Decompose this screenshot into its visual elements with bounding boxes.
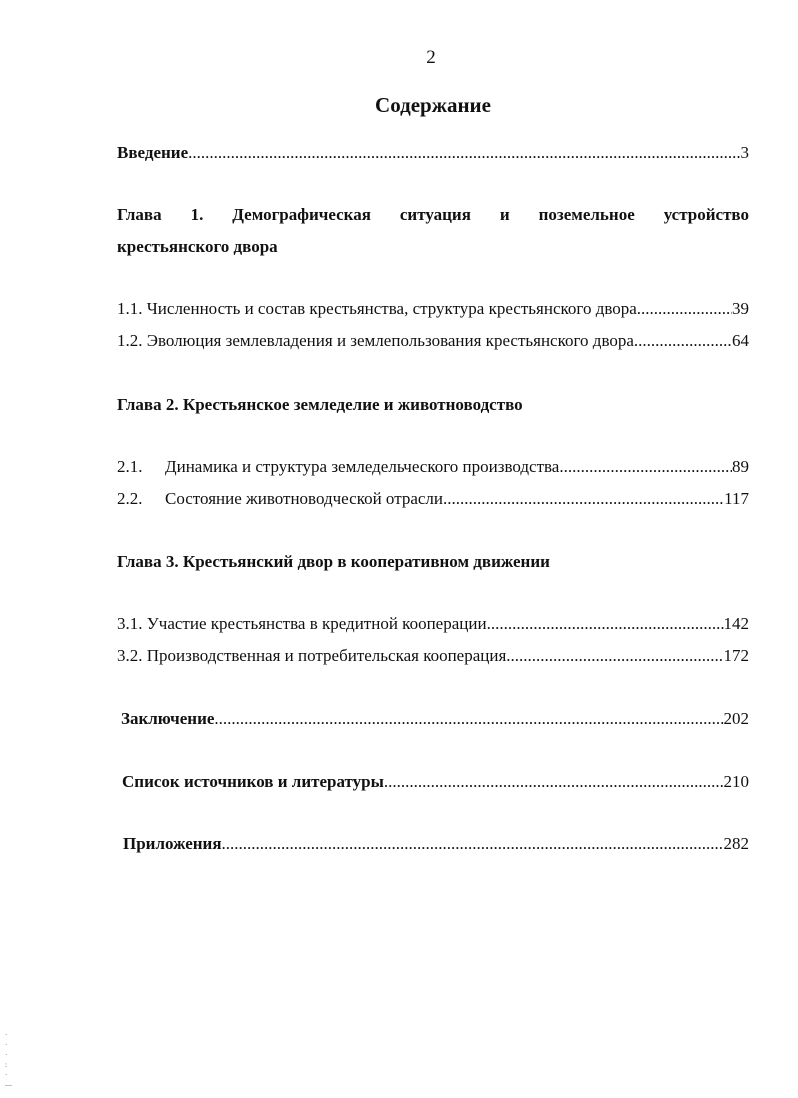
toc-entry-label: Приложения — [123, 834, 222, 853]
toc-entry-label: 3.1. Участие крестьянства в кредитной кооперации — [117, 614, 487, 633]
toc-entry-page: 202 — [723, 709, 749, 728]
toc-entry-label: Заключение — [121, 709, 215, 728]
toc-entry-3-1[interactable] — [117, 614, 749, 634]
toc-entry-page: 117 — [724, 489, 749, 508]
chapter-1-title-line2: крестьянского двора — [117, 237, 278, 256]
toc-entry-page: 89 — [732, 457, 749, 476]
toc-entry-3-2[interactable] — [117, 646, 749, 666]
toc-entry-page: 282 — [723, 834, 749, 853]
toc-entry-page: 210 — [723, 772, 749, 791]
dot-leader — [506, 646, 723, 666]
toc-entry-page: 64 — [732, 331, 749, 350]
toc-entry-label: 3.2. Производственная и потребительская кооперация — [117, 646, 507, 665]
toc-entry-intro[interactable] — [117, 143, 749, 163]
toc-entry-1-2[interactable] — [117, 331, 749, 351]
toc-entry-label: 1.1. Численность и состав крестьянства, структура крестьянского двора — [117, 299, 637, 318]
dot-leader — [637, 299, 732, 319]
toc-entry-2-2[interactable] — [117, 489, 749, 509]
section-number: 2.1. — [117, 457, 143, 476]
section-title: Динамика и структура земледельческого производства — [165, 457, 560, 476]
toc-title: Содержание — [375, 93, 491, 117]
toc-entry-1-1[interactable] — [117, 299, 749, 319]
dot-leader — [443, 489, 724, 509]
toc-entry-label — [117, 489, 443, 509]
chapter-3-title: Глава 3. Крестьянский двор в кооперативном движении — [117, 552, 550, 571]
toc-entry-page: 172 — [723, 646, 749, 665]
chapter-1-title-line1: Глава 1. Демографическая ситуация и поземельное устройство — [117, 205, 749, 224]
scan-margin-marks: · · · : · — — [5, 1031, 12, 1089]
dot-leader — [559, 457, 732, 477]
section-title: Состояние животноводческой отрасли — [165, 489, 444, 508]
toc-entry-sources[interactable] — [122, 772, 749, 792]
chapter-2-title: Глава 2. Крестьянское земледелие и животноводство — [117, 395, 523, 414]
dot-leader — [188, 143, 740, 163]
toc-entry-label: Список источников и литературы — [122, 772, 384, 791]
toc-entry-page: 142 — [723, 614, 749, 633]
toc-entry-conclusion[interactable] — [121, 709, 749, 729]
toc-entry-2-1[interactable] — [117, 457, 749, 477]
page-number: 2 — [426, 47, 436, 68]
dot-leader — [214, 709, 723, 729]
toc-entry-page: 3 — [740, 143, 749, 162]
toc-entry-label: Введение — [117, 143, 189, 162]
toc-entry-page: 39 — [732, 299, 749, 318]
dot-leader — [487, 614, 724, 634]
dot-leader — [634, 331, 732, 351]
toc-entry-label — [117, 457, 559, 477]
toc-entry-label: 1.2. Эволюция землевладения и землепользования крестьянского двора — [117, 331, 634, 350]
section-number: 2.2. — [117, 489, 143, 508]
dot-leader — [222, 834, 724, 854]
dot-leader — [384, 772, 724, 792]
toc-entry-appendix[interactable] — [123, 834, 749, 854]
